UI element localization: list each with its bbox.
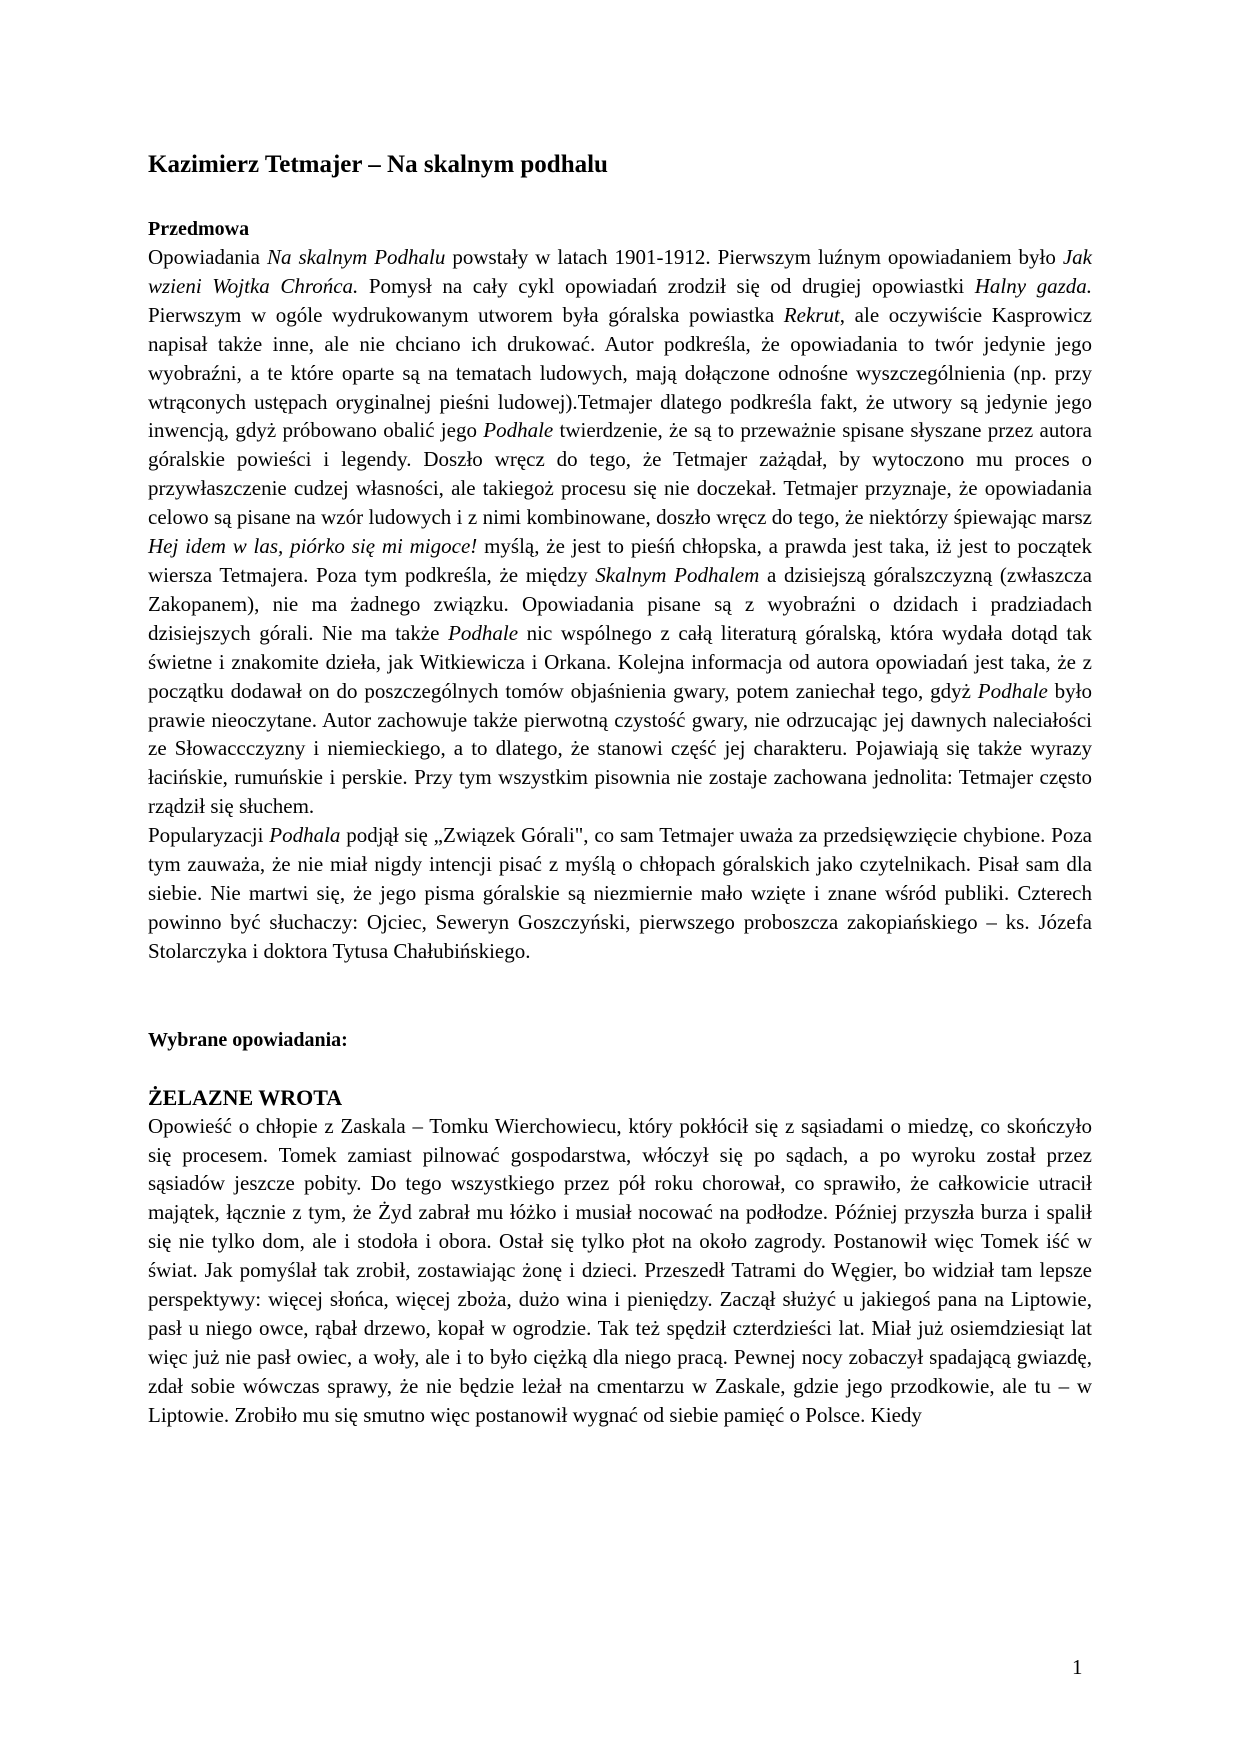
selected-stories-heading: Wybrane opowiadania: (148, 1028, 348, 1051)
italic-phrase: Podhale (977, 678, 1048, 703)
italic-phrase: Halny gazda. (974, 273, 1092, 298)
italic-phrase: Skalnym Podhalem (595, 562, 760, 587)
italic-phrase: Podhale (448, 620, 519, 645)
page-number: 1 (1072, 1655, 1083, 1679)
italic-phrase: Jak wzieni Wojtka Chrońca. (148, 245, 1093, 298)
spacer (148, 966, 1092, 1026)
preface-paragraph-1: Opowiadania Na skalnym Podhalu powstały w latach 1901-1912. Pierwszym luźnym opowiadaniem było Jak wzieni Wojtka Chrońca. Pomysł na cały cykl opowiadań zrodził się od drugiej opowiastki Halny gazda. Pierwszym w ogóle wydrukowanym utworem była góralska powiastka Rekrut, ale oczywiście Kasprowicz napisał także inne, ale nie chciano ich drukować. Autor podkreśla, że opowiadania to twór jedynie jego wyobraźni, a te które oparte są na tematach ludowych, mają dołączone odnośne wyszczególnienia (np. przy wtrąconych ustępach oryginalnej pieśni ludowej).Tetmajer dlatego podkreśla fakt, że utwory są jedynie jego inwencją, gdyż próbowano obalić jego Podhale twierdzenie, że są to przeważnie spisane słyszane przez autora góralskie powieści i legendy. Doszło wręcz do tego, że Tetmajer zażądał, by wytoczono mu proces o przywłaszczenie cudzej własności, ale takiegoż procesu się nie doczekał. Tetmajer przyznaje, że opowiadania celowo są pisane na wzór ludowych i z nimi kombinowane, doszło wręcz do tego, że niektórzy śpiewając marsz Hej idem w las, piórko się mi migoce! myślą, że jest to pieśń chłopska, a prawda jest taka, iż jest to początek wiersza Tetmajera. Poza tym podkreśla, że między Skalnym Podhalem a dzisiejszą góralszczyzną (zwłaszcza Zakopanem), nie ma żadnego związku. Opowiadania pisane są z wyobraźni o dzidach i pradziadach dzisiejszych górali. Nie ma także Podhale nic wspólnego z całą literaturą góralską, która wydała dotąd tak świetne i znakomite dzieła, jak Witkiewicza i Orkana. Kolejna informacja od autora opowiadań jest taka, że z początku dodawał on do poszczególnych tomów objaśnienia gwary, potem zaniechał tego, gdyż Podhale było prawie nieoczytane. Autor zachowuje także pierwotną czystość gwary, nie odrzucając jej dawnych naleciałości ze Słowaccczyzny i niemieckiego, a to dlatego, że stanowi część jej charakteru. Pojawiają się także wyrazy łacińskie, rumuńskie i perskie. Przy tym wszystkim pisownia nie zostaje zachowana jednolita: Tetmajer często rządził się słuchem. (148, 245, 1093, 819)
preface-heading: Przedmowa (148, 218, 250, 240)
italic-phrase: Podhala (269, 823, 341, 848)
italic-phrase: Podhale (483, 418, 554, 443)
document-title: Kazimierz Tetmajer – Na skalnym podhalu (148, 151, 608, 178)
spacer (148, 1054, 1092, 1084)
document-page (148, 145, 1092, 1430)
story-paragraph-1: Opowieść o chłopie z Zaskala – Tomku Wierchowiecu, który pokłócił się z sąsiadami o miedzę, co skończyło się procesem. Tomek zamiast pilnować gospodarstwa, włóczył się po sądach, a po wyroku został przez sąsiadów jeszcze pobity. Do tego wszystkiego przez pół roku chorował, co sprawiło, że całkowicie utracił majątek, łącznie z tym, że Żyd zabrał mu łóżko i musiał nocować na podłodze. Później przyszła burza i spalił się nie tylko dom, ale i stodoła i obora. Ostał się tylko płot na około zagrody. Postanowił więc Tomek iść w świat. Jak pomyślał tak zrobił, zostawiając żonę i dzieci. Przeszedł Tatrami do Węgier, bo widział tam lepsze perspektywy: więcej słońca, więcej zboża, dużo wina i pieniędzy. Zaczął służyć u jakiegoś pana na Liptowie, pasł u niego owce, rąbał drzewo, kopał w ogrodzie. Tak też spędził czterdzieści lat. Miał już osiemdziesiąt lat więc już nie pasł owiec, a woły, ale i to było ciężką dla niego pracą. Pewnej nocy zobaczył spadającą gwiazdę, zdał sobie wówczas sprawy, że nie będzie leżał na cmentarzu w Zaskale, gdzie jego przodkowie, ale tu – w Liptowie. Zrobiło mu się smutno więc postanowił wygnać od siebie pamięć o Polsce. Kiedy (148, 1113, 1092, 1427)
preface-paragraph-2: Popularyzacji Podhala podjął się „Związek Górali", co sam Tetmajer uważa za przedsięwzięcie chybione. Poza tym zauważa, że nie miał nigdy intencji pisać z myślą o chłopach góralskich jako czytelnikach. Pisał sam dla siebie. Nie martwi się, że jego pisma góralskie są niezmiernie mało wzięte i znane wśród publiki. Czterech powinno być słuchaczy: Ojciec, Seweryn Goszczyński, pierwszego proboszcza zakopiańskiego – ks. Józefa Stolarczyka i doktora Tytusa Chałubińskiego. (148, 823, 1092, 963)
italic-phrase: Hej idem w las, piórko się mi migoce! (148, 534, 478, 559)
story-title: ŻELAZNE WROTA (148, 1084, 343, 1110)
italic-phrase: Rekrut (783, 302, 840, 327)
italic-phrase: Na skalnym Podhalu (266, 245, 446, 269)
